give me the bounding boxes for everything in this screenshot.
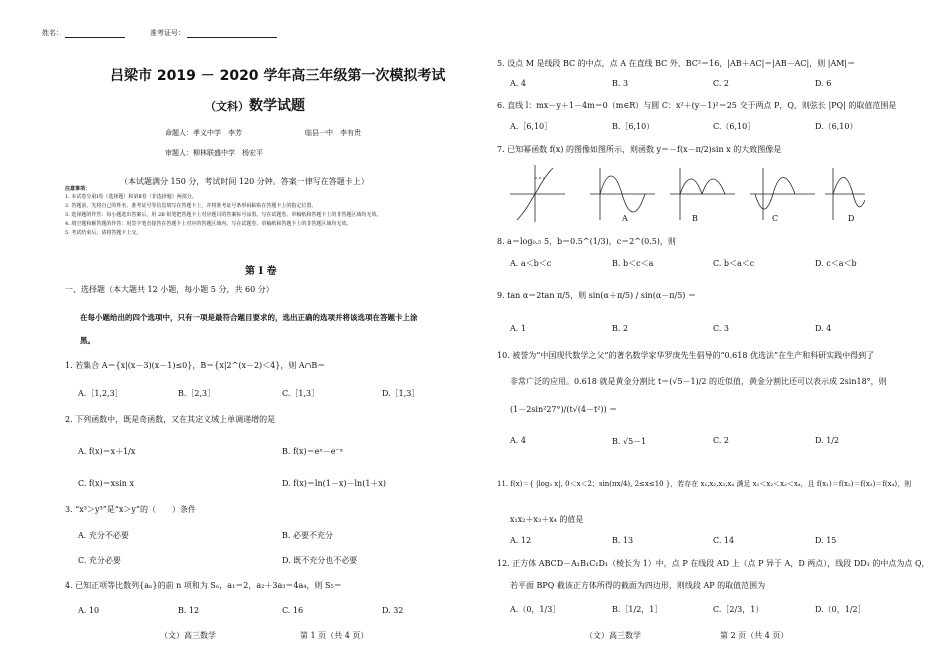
q2-option-b: B. f(x)＝eˣ－e⁻ˣ [282,447,344,456]
q8-option-c: C. b＜a＜c [713,259,755,268]
notice-item: 3. 选择题的作答：每小题选出答案后，用 2B 铅笔把答题卡上对应题目的答案标号涂黑。写在试题卷、草稿纸和答题卡上的非答题区域均无效。 [65,212,382,218]
notice-item: 4. 填空题和解答题的作答：用签字笔直接答在答题卡上对应的答题区域内。写在试题卷、草稿纸和答题卡上的非答题区域均无效。 [65,221,352,227]
q3-option-c: C. 充分必要 [78,556,121,565]
q9-option-d: D. 4 [815,324,832,333]
q9-option-c: C. 3 [713,324,730,333]
question-10-line-1: 10. 被誉为“中国现代数学之父”的著名数学家华罗庚先生倡导的“0.618 优选法”在生产和科研实践中得到了 [497,351,875,360]
q7-graphs [505,160,865,228]
footer-subject: （文）高三数学 [160,631,216,640]
notice-item: 5. 考试结束后，请将答题卡上交。 [65,230,142,236]
section-title: 第 Ⅰ 卷 [245,266,277,277]
q9-option-a: A. 1 [510,324,526,333]
author-2: 临县一中 李有贵 [305,129,361,137]
exam-title: 吕梁市 2019 － 2020 学年高三年级第一次模拟考试 [110,68,446,84]
footer-page-number: 第 2 页（共 4 页） [720,631,789,640]
notice-title: 注意事项： [65,186,91,192]
question-8: 8. a＝log₀.₅ 5，b＝0.5^(1/3)，c＝2^(0.5)，则 [497,237,676,246]
q2-option-d: D. f(x)＝ln(1－x)－ln(1＋x) [282,479,387,488]
q9-option-b: B. 2 [612,324,629,333]
notice-list [65,193,381,238]
instruction-line-2: 黑。 [80,336,95,345]
question-3: 3. “x³＞y³”是“x＞y”的（ ）条件 [65,505,197,514]
q1-option-d: D.［1,3］ [382,389,420,398]
q10-option-d: D. 1/2 [815,436,840,445]
question-7: 7. 已知幂函数 f(x) 的图像如图所示，则函数 y＝－f(x－π/2)sin x 的大致图像是 [497,145,782,154]
q7-label-c: C [772,214,779,223]
q2-option-a: A. f(x)＝x＋1/x [78,447,136,456]
q3-option-d: D. 既不充分也不必要 [282,556,358,565]
notice-item: 1. 本试卷分第Ⅰ卷（选择题）和第Ⅱ卷（非选择题）两部分。 [65,194,197,200]
exam-id-field: 准考证号： [150,28,277,38]
footer-page-number: 第 1 页（共 4 页） [300,631,369,640]
q12-option-a: A.（0，1/3］ [510,605,561,614]
notice-item: 2. 答题前，先将自己的姓名、准考证号等信息填写在答题卡上，并将准考证号条形码粘贴在答题卡上的指定位置。 [65,203,317,209]
q12-option-b: B.［1/2，1］ [612,605,663,614]
score-note: （本试题满分 150 分，考试时间 120 分钟。答案一律写在答题卡上） [120,177,369,186]
q3-option-a: A. 充分不必要 [78,531,129,540]
q7-label-d: D [848,214,855,223]
q5-option-b: B. 3 [612,79,629,88]
part-heading: 一、选择题（本大题共 12 小题，每小题 5 分，共 60 分） [65,285,274,294]
question-2: 2. 下列函数中，既是奇函数，又在其定义域上单调递增的是 [65,415,276,424]
q11-option-a: A. 12 [510,536,532,545]
q11-option-b: B. 13 [612,536,634,545]
question-10-line-3: (1－2sin²27°)/(t√(4－t²)) ＝ [510,405,618,414]
question-9: 9. tan α＝2tan π/5，则 sin(α＋π/5) / sin(α－π/5) ＝ [497,291,696,300]
question-11-line-1: 11. f(x)＝{ |log₂ x|, 0＜x＜2；sin(πx/4), 2≤x≤10 }，若存在 x₁,x₂,x₃,x₄ 满足 x₁＜x₂＜x₃＜x₄，且 f(x₁)＝f(x₂)＝f(x₃)＝f(x₄)，则 [497,480,912,488]
question-10-line-2: 非常广泛的应用。0.618 就是黄金分割比 t＝(√5－1)/2 的近似值，黄金分割比还可以表示成 2sin18°，则 [510,377,887,386]
question-12-line-1: 12. 正方体 ABCD－A₁B₁C₁D₁（棱长为 1）中，点 P 在线段 AD 上（点 P 异于 A，D 两点），线段 DD₁ 的中点为点 Q， [497,559,930,568]
q12-option-c: C.［2/3，1） [713,605,764,614]
q10-option-b: B. √5－1 [612,437,647,446]
graph-a [590,168,655,220]
graph-d [825,168,865,220]
q2-option-c: C. f(x)＝xsin x [78,479,135,488]
exam-subtitle: （文科）数学试题 [205,98,305,114]
q12-option-d: D.（0，1/2］ [815,605,866,614]
q10-option-a: A. 4 [510,436,526,445]
question-1: 1. 若集合 A＝{x|(x－3)(x－1)≤0}，B＝{x|2^(x－2)＜4}，则 A∩B＝ [65,361,326,370]
q8-option-b: B. b＜c＜a [612,259,654,268]
question-4: 4. 已知正项等比数列{aₙ}的前 n 项和为 Sₙ，a₁＝2，a₂＋3a₃＝4a₄，则 S₅＝ [65,581,342,590]
q4-option-c: C. 16 [282,606,304,615]
reviewer: 审题人：柳林联盛中学 杨宏平 [165,149,263,157]
q4-option-a: A. 10 [78,606,100,615]
q4-option-b: B. 12 [178,606,200,615]
q11-option-c: C. 14 [713,536,735,545]
name-field: 姓名： [42,28,125,38]
q5-option-d: D. 6 [815,79,832,88]
q6-option-c: C.（6,10］ [713,122,756,131]
q1-option-c: C.［1,3］ [282,389,320,398]
q1-option-b: B.［2,3］ [178,389,216,398]
q6-option-a: A.［6,10］ [510,122,553,131]
q7-label-b: B [692,214,698,223]
q6-option-d: D.（6,10） [815,122,858,131]
q8-option-d: D. c＜a＜b [815,259,857,268]
q6-option-b: B.［6,10） [612,122,655,131]
q11-option-d: D. 15 [815,536,837,545]
question-12-line-2: 若平面 BPQ 截该正方体所得的截面为四边形，则线段 AP 的取值范围为 [510,581,766,590]
q8-option-a: A. a＜b＜c [510,259,552,268]
q3-option-b: B. 必要不充分 [282,531,333,540]
q5-option-a: A. 4 [510,79,526,88]
q10-option-c: C. 2 [713,436,730,445]
q4-option-d: D. 32 [382,606,404,615]
graph-c [750,168,815,220]
question-11-line-2: x₁x₂＋x₃＋x₄ 的值是 [510,515,584,524]
instruction-line-1: 在每小题给出的四个选项中，只有一项是最符合题目要求的，选出正确的选项并将该选项在答题卡上涂 [80,313,418,322]
q1-option-a: A.［1,2,3］ [78,389,123,398]
question-5: 5. 设点 M 是线段 BC 的中点，点 A 在直线 BC 外，BC²＝16，|AB＋AC|＝|AB－AC|，则 |AM|＝ [497,59,856,68]
q7-label-a: A [622,214,628,223]
footer-subject: （文）高三数学 [585,631,641,640]
q5-option-c: C. 2 [713,79,730,88]
graph-b [670,168,735,220]
author-1: 命题人：孝义中学 李芳 [165,129,242,137]
power-function-graph [510,165,565,222]
question-6: 6. 直线 l：mx－y＋1－4m＝0（m∈R）与圆 C：x²＋(y－1)²＝25 交于两点 P，Q，则弦长 |PQ| 的取值范围是 [497,101,897,110]
